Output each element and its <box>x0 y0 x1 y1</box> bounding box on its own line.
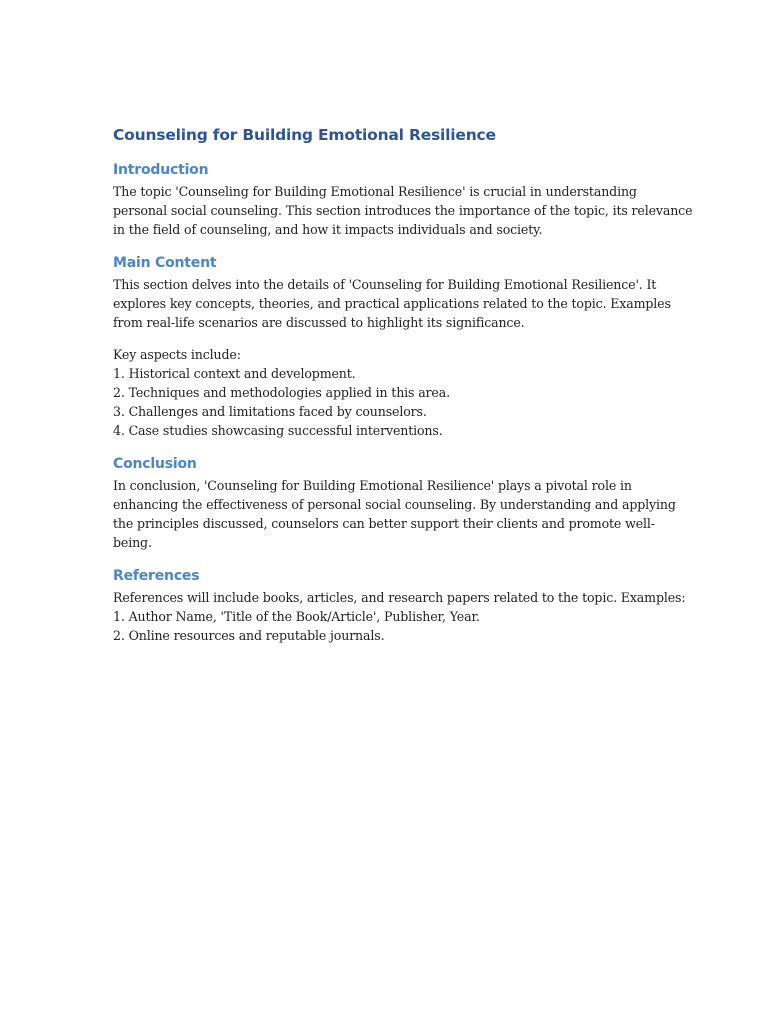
section-heading-introduction: Introduction <box>113 162 209 178</box>
document-page <box>113 124 693 660</box>
paragraph-line: explores key concepts, theories, and practical applications related to the topic. Examples <box>113 296 671 311</box>
conclusion-paragraph <box>113 476 676 552</box>
paragraph-line: the principles discussed, counselors can better support their clients and promote well- <box>113 516 655 531</box>
list-item: 2. Techniques and methodologies applied in this area. <box>113 385 450 400</box>
section-heading-references: References <box>113 568 200 584</box>
main-content-paragraph <box>113 275 671 332</box>
references-paragraph <box>113 588 686 645</box>
list-item: 1. Author Name, 'Title of the Book/Article', Publisher, Year. <box>113 609 480 624</box>
list-item: 2. Online resources and reputable journals. <box>113 628 385 643</box>
paragraph-line: in the field of counseling, and how it impacts individuals and society. <box>113 222 543 237</box>
paragraph-line: enhancing the effectiveness of personal social counseling. By understanding and applying <box>113 497 676 512</box>
paragraph-line: personal social counseling. This section introduces the importance of the topic, its relevance <box>113 203 693 218</box>
key-aspects-intro: Key aspects include: <box>113 347 241 362</box>
paragraph-line: The topic 'Counseling for Building Emotional Resilience' is crucial in understanding <box>113 184 637 199</box>
list-item: 1. Historical context and development. <box>113 366 356 381</box>
paragraph-line: being. <box>113 535 152 550</box>
document-title: Counseling for Building Emotional Resilience <box>113 126 496 144</box>
section-heading-main-content: Main Content <box>113 255 217 271</box>
key-aspects-list <box>113 345 658 440</box>
section-heading-conclusion: Conclusion <box>113 456 197 472</box>
list-item: 3. Challenges and limitations faced by counselors. <box>113 404 427 419</box>
introduction-paragraph <box>113 182 693 239</box>
list-item: 4. Case studies showcasing successful interventions. <box>113 423 443 438</box>
paragraph-line: References will include books, articles, and research papers related to the topic. Examples: <box>113 590 686 605</box>
paragraph-line: from real-life scenarios are discussed to highlight its significance. <box>113 315 525 330</box>
paragraph-line: This section delves into the details of 'Counseling for Building Emotional Resilience'. It <box>113 277 657 292</box>
paragraph-line: In conclusion, 'Counseling for Building Emotional Resilience' plays a pivotal role in <box>113 478 632 493</box>
